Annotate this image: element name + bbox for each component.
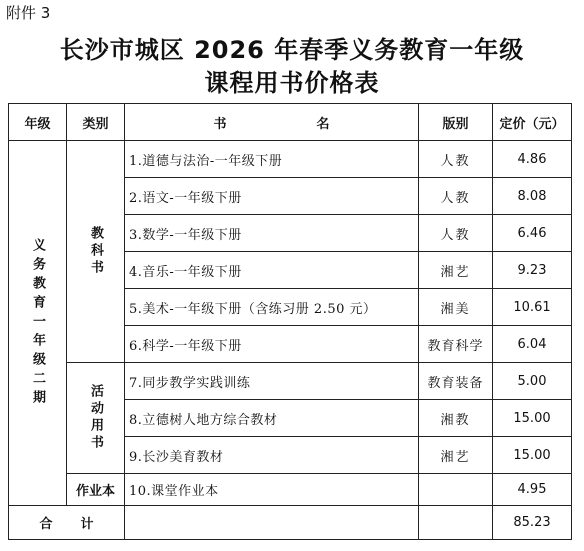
- header-book-char-1: 书: [213, 116, 227, 132]
- header-publisher: 版别: [419, 104, 493, 141]
- total-char-1: 合: [39, 517, 53, 532]
- total-label: [9, 506, 125, 540]
- book-publisher: 湘艺: [419, 437, 493, 474]
- book-name: 4.音乐-一年级下册: [125, 252, 419, 289]
- table-row: [9, 474, 572, 506]
- category-activity-label: 活动用书: [88, 384, 103, 452]
- book-price: 10.61: [493, 289, 572, 326]
- book-publisher: 人教: [419, 141, 493, 178]
- title-line-1: 长沙市城区 2026 年春季义务教育一年级: [59, 36, 525, 64]
- attachment-label: 附件 3: [6, 4, 51, 22]
- book-publisher: 湘美: [419, 289, 493, 326]
- table-row: [9, 363, 572, 400]
- book-price: 4.86: [493, 141, 572, 178]
- book-publisher: 人教: [419, 215, 493, 252]
- book-name: 1.道德与法治-一年级下册: [125, 141, 419, 178]
- book-price: 9.23: [493, 252, 572, 289]
- book-price: 5.00: [493, 363, 572, 400]
- book-price: 6.46: [493, 215, 572, 252]
- book-name: 2.语文-一年级下册: [125, 178, 419, 215]
- total-empty-publisher: [419, 506, 493, 540]
- header-book-name: [125, 104, 419, 141]
- category-workbook: 作业本: [67, 474, 125, 506]
- header-row: [9, 104, 572, 141]
- book-publisher: 教育装备: [419, 363, 493, 400]
- book-name: 5.美术-一年级下册（含练习册 2.50 元）: [125, 289, 419, 326]
- book-name: 10.课堂作业本: [125, 474, 419, 506]
- grade-cell: [9, 141, 67, 506]
- book-price: 4.95: [493, 474, 572, 506]
- header-grade: 年级: [9, 104, 67, 141]
- price-table: [8, 103, 572, 540]
- book-publisher: 教育科学: [419, 326, 493, 363]
- category-textbook: [67, 141, 125, 363]
- total-row: [9, 506, 572, 540]
- book-name: 8.立德树人地方综合教材: [125, 400, 419, 437]
- book-price: 15.00: [493, 400, 572, 437]
- book-name: 9.长沙美育教材: [125, 437, 419, 474]
- total-value: 85.23: [493, 506, 572, 540]
- header-price: 定价（元）: [493, 104, 572, 141]
- book-name: 6.科学-一年级下册: [125, 326, 419, 363]
- book-publisher: 湘教: [419, 400, 493, 437]
- table-row: [9, 141, 572, 178]
- category-textbook-label: 教科书: [88, 226, 103, 277]
- header-book-char-2: 名: [316, 116, 330, 132]
- book-publisher: [419, 474, 493, 506]
- grade-label: 义务教育一年级二期: [30, 237, 45, 409]
- book-publisher: 湘艺: [419, 252, 493, 289]
- book-price: 8.08: [493, 178, 572, 215]
- header-category: 类别: [67, 104, 125, 141]
- book-price: 15.00: [493, 437, 572, 474]
- book-price: 6.04: [493, 326, 572, 363]
- book-name: 3.数学-一年级下册: [125, 215, 419, 252]
- total-char-2: 计: [80, 517, 94, 532]
- title-line-2: 课程用书价格表: [204, 69, 380, 97]
- category-activity: [67, 363, 125, 474]
- book-name: 7.同步教学实践训练: [125, 363, 419, 400]
- total-empty-name: [125, 506, 419, 540]
- book-publisher: 人教: [419, 178, 493, 215]
